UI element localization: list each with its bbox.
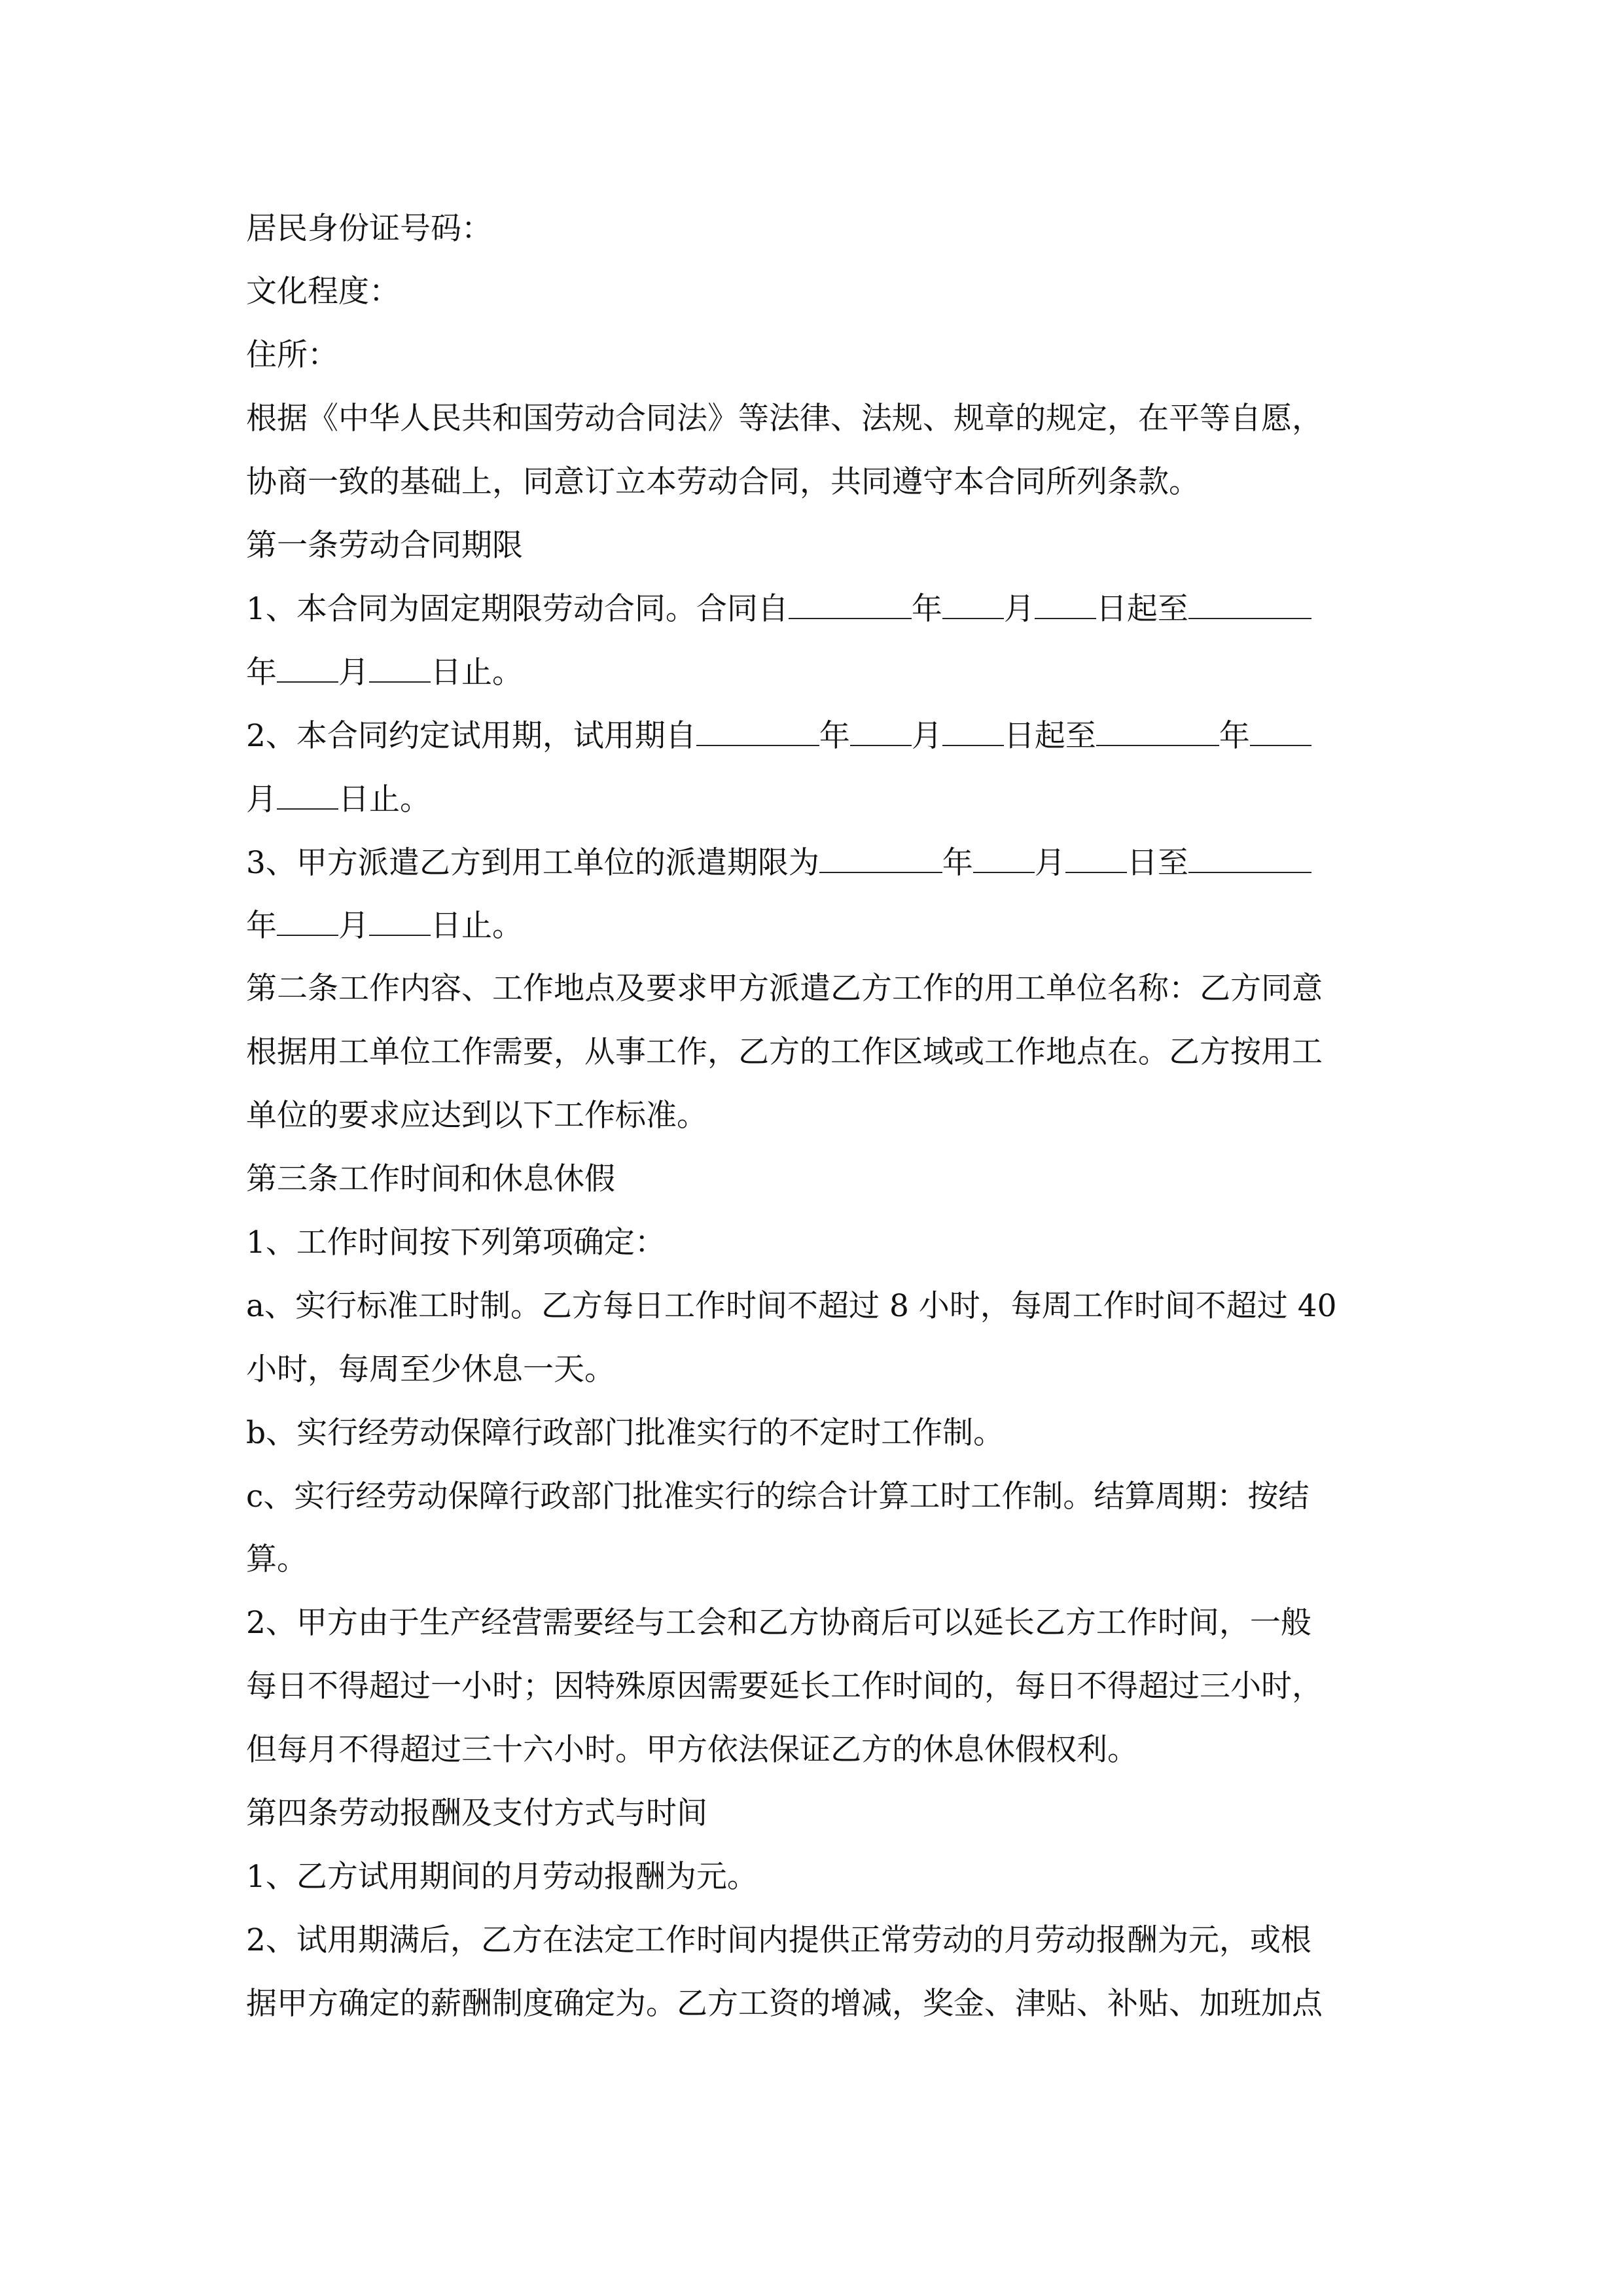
year-blank[interactable] (789, 589, 912, 619)
option-a-line-1: a、实行标准工时制。乙方每日工作时间不超过 8 小时，每周工作时间不超过 40 (246, 1288, 1337, 1324)
dispatch-term-line (246, 843, 1311, 883)
preamble-line-2: 协商一致的基础上，同意订立本劳动合同，共同遵守本合同所列条款。 (246, 464, 1200, 500)
overtime-line-3: 但每月不得超过三十六小时。甲方依法保证乙方的休息休假权利。 (246, 1732, 1138, 1768)
year-blank[interactable] (819, 843, 942, 873)
contract-term-end-line (246, 653, 523, 692)
month-label: 月 (911, 718, 942, 754)
option-c-line-1: c、实行经劳动保障行政部门批准实行的综合计算工时工作制。结算周期：按结 (246, 1479, 1310, 1515)
month-blank[interactable] (850, 716, 912, 746)
day-blank[interactable] (1065, 843, 1127, 873)
overtime-line-1: 2、甲方由于生产经营需要经与工会和乙方协商后可以延长乙方工作时间，一般 (246, 1605, 1311, 1641)
day-to-label: 日至 (1126, 845, 1188, 881)
work-hours-item-1: 1、工作时间按下列第项确定： (246, 1225, 666, 1261)
month-blank[interactable] (973, 843, 1035, 873)
year-label: 年 (246, 908, 277, 944)
article-2-line-1: 第二条工作内容、工作地点及要求甲方派遣乙方工作的用工单位名称：乙方同意 (246, 971, 1323, 1007)
month-blank[interactable] (277, 906, 338, 936)
month-label: 月 (1034, 845, 1065, 881)
month-label: 月 (1003, 591, 1035, 627)
year-blank[interactable] (1188, 843, 1311, 873)
month-blank[interactable] (942, 589, 1004, 619)
year-blank[interactable] (696, 716, 819, 746)
month-label: 月 (246, 781, 277, 817)
contract-term-text: 1、本合同为固定期限劳动合同。合同自 (246, 591, 789, 627)
probation-line (246, 716, 1311, 756)
id-number-label: 居民身份证号码： (246, 211, 492, 247)
overtime-line-2: 每日不得超过一小时；因特殊原因需要延长工作时间的，每日不得超过三小时， (246, 1668, 1323, 1704)
article-1-heading: 第一条劳动合同期限 (246, 528, 523, 564)
pay-item-2-line-1: 2、试用期满后，乙方在法定工作时间内提供正常劳动的月劳动报酬为元，或根 (246, 1922, 1311, 1958)
pay-item-2-line-2: 据甲方确定的薪酬制度确定为。乙方工资的增减，奖金、津贴、补贴、加班加点 (246, 1986, 1323, 2022)
probation-end-line (246, 780, 431, 819)
day-end-label: 日止。 (338, 781, 431, 817)
year-label: 年 (1219, 718, 1250, 754)
day-end-label: 日止。 (431, 908, 523, 944)
month-label: 月 (338, 908, 369, 944)
day-blank[interactable] (942, 716, 1004, 746)
dispatch-term-text: 3、甲方派遣乙方到用工单位的派遣期限为 (246, 845, 819, 881)
year-blank[interactable] (1096, 716, 1219, 746)
day-blank[interactable] (369, 906, 431, 936)
probation-text: 2、本合同约定试用期，试用期自 (246, 718, 696, 754)
article-2-line-2: 根据用工单位工作需要，从事工作，乙方的工作区域或工作地点在。乙方按用工 (246, 1034, 1323, 1070)
year-blank[interactable] (1188, 589, 1311, 619)
day-from-label: 日起至 (1003, 718, 1096, 754)
year-label: 年 (942, 845, 973, 881)
article-3-heading: 第三条工作时间和休息休假 (246, 1161, 615, 1197)
article-2-line-3: 单位的要求应达到以下工作标准。 (246, 1098, 707, 1134)
option-b-line: b、实行经劳动保障行政部门批准实行的不定时工作制。 (246, 1415, 1005, 1451)
preamble-line-1: 根据《中华人民共和国劳动合同法》等法律、法规、规章的规定，在平等自愿， (246, 401, 1323, 437)
address-label: 住所： (246, 337, 338, 373)
day-blank[interactable] (277, 780, 338, 810)
day-end-label: 日止。 (431, 655, 523, 691)
month-label: 月 (338, 655, 369, 691)
option-a-line-2: 小时，每周至少休息一天。 (246, 1352, 615, 1388)
year-label: 年 (246, 655, 277, 691)
day-from-label: 日起至 (1096, 591, 1188, 627)
dispatch-term-end-line (246, 906, 523, 946)
contract-term-line (246, 589, 1311, 629)
month-blank[interactable] (1250, 716, 1311, 746)
year-label: 年 (911, 591, 942, 627)
month-blank[interactable] (277, 653, 338, 683)
day-blank[interactable] (369, 653, 431, 683)
option-c-line-2: 算。 (246, 1541, 308, 1577)
education-label: 文化程度： (246, 274, 400, 310)
day-blank[interactable] (1035, 589, 1096, 619)
pay-item-1: 1、乙方试用期间的月劳动报酬为元。 (246, 1859, 758, 1895)
article-4-heading: 第四条劳动报酬及支付方式与时间 (246, 1795, 707, 1831)
year-label: 年 (819, 718, 850, 754)
